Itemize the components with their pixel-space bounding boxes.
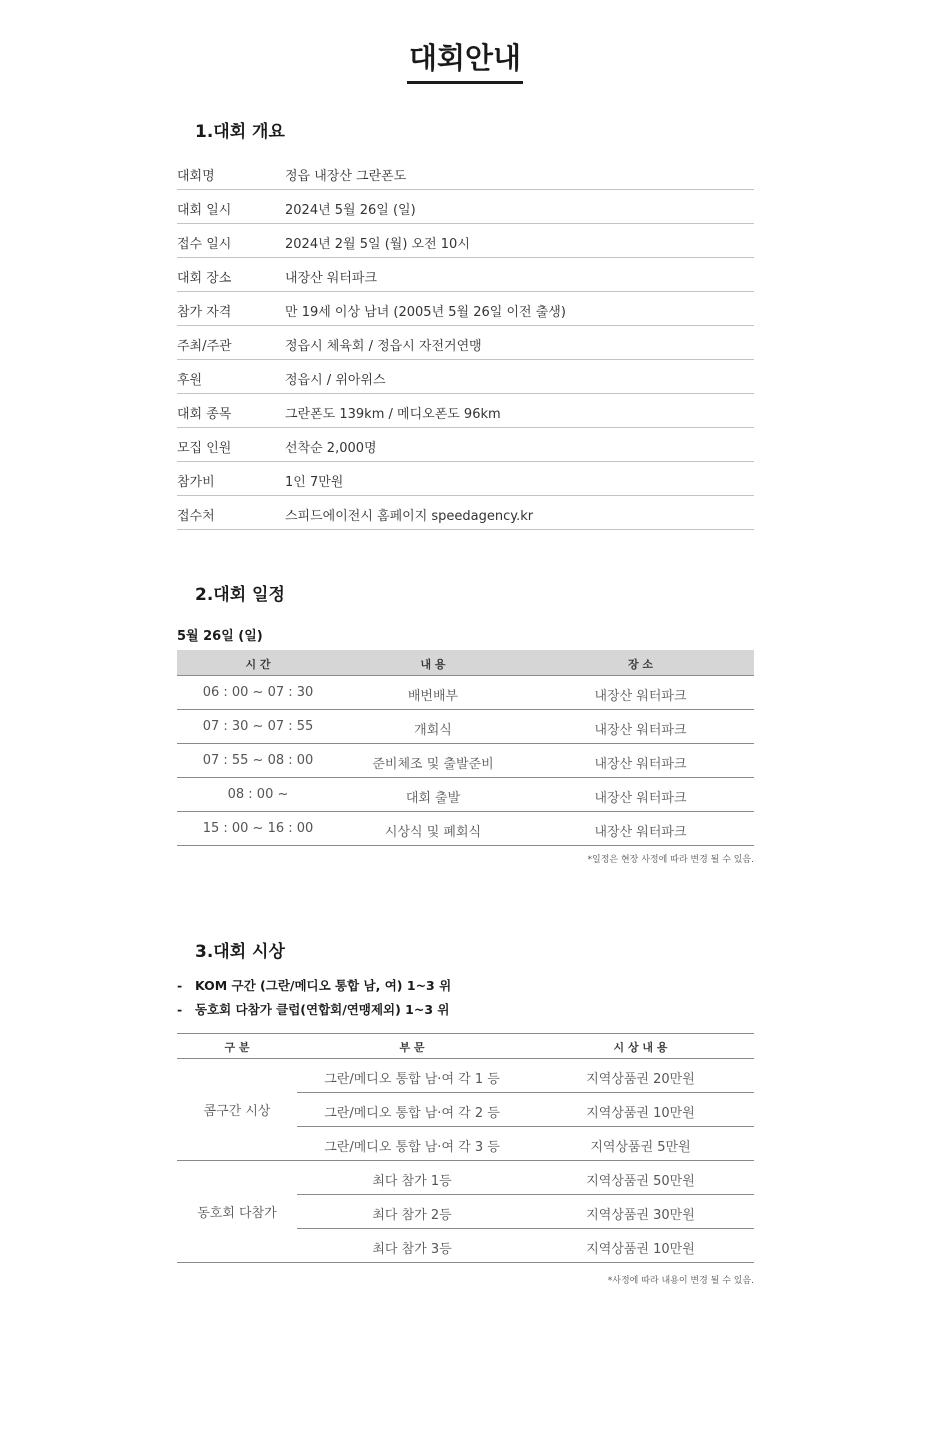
overview-label: 접수처 [177,509,215,524]
overview-value: 만 19세 이상 남녀 (2005년 5월 26일 이전 출생) [285,305,566,320]
schedule-table [177,650,754,846]
overview-value: 정읍시 / 위아위스 [285,373,386,388]
schedule-row [177,676,754,710]
overview-row [177,360,754,394]
award-category: 최다 참가 1등 [372,1174,452,1189]
award-prize: 지역상품권 20만원 [586,1072,695,1087]
awards-group [177,1059,754,1161]
overview-row [177,428,754,462]
schedule-place: 내장산 워터파크 [594,825,687,840]
overview-value: 정읍시 체육회 / 정읍시 자전거연맹 [285,339,482,354]
schedule-time: 15 : 00 ~ 16 : 00 [202,821,314,836]
schedule-content: 대회 출발 [405,791,461,806]
award-category: 그란/메디오 통합 남·여 각 2 등 [324,1106,500,1121]
column-header-content: 내 용 [420,658,446,671]
overview-heading: 1.대회 개요 [195,122,285,142]
overview-value: 스피드에이전시 홈페이지 speedagency.kr [285,509,534,524]
schedule-row [177,744,754,778]
schedule-place: 내장산 워터파크 [594,689,687,704]
award-category: 그란/메디오 통합 남·여 각 3 등 [324,1140,500,1155]
awards-row [297,1195,754,1229]
award-prize: 지역상품권 10만원 [586,1242,695,1257]
awards-note: *사정에 따라 내용이 변경 될 수 있음. [607,1276,754,1286]
overview-row [177,326,754,360]
overview-label: 접수 일시 [177,237,232,252]
awards-header-row [177,1034,754,1059]
award-category: 최다 참가 3등 [372,1242,452,1257]
schedule-header-row [177,650,754,676]
overview-value: 2024년 5월 26일 (일) [285,203,416,218]
overview-row [177,394,754,428]
awards-row [297,1127,754,1160]
award-category: 최다 참가 2등 [372,1208,452,1223]
overview-value: 1인 7만원 [285,475,344,490]
award-category: 그란/메디오 통합 남·여 각 1 등 [324,1072,500,1087]
overview-row [177,462,754,496]
bullet-text: KOM 구간 (그란/메디오 통합 남, 여) 1~3 위 [195,978,452,993]
awards-group-name: 콤구간 시상 [203,1104,271,1119]
overview-value: 선착순 2,000명 [285,441,377,456]
award-prize: 지역상품권 10만원 [586,1106,695,1121]
schedule-content: 배번배부 [407,689,459,704]
schedule-place: 내장산 워터파크 [594,723,687,738]
schedule-row [177,778,754,812]
column-header-prize: 시 상 내 용 [613,1041,668,1054]
overview-row [177,156,754,190]
schedule-time: 06 : 00 ~ 07 : 30 [202,685,314,700]
overview-row [177,496,754,530]
schedule-time: 07 : 55 ~ 08 : 00 [202,753,314,768]
overview-label: 대회 일시 [177,203,232,218]
overview-label: 주최/주관 [177,339,232,354]
overview-value: 정읍 내장산 그란폰도 [285,169,407,184]
overview-label: 모집 인원 [177,441,232,456]
awards-row [297,1161,754,1195]
awards-group [177,1161,754,1263]
column-header-category: 부 문 [399,1041,425,1054]
schedule-place: 내장산 워터파크 [594,791,687,806]
page-title-text: 대회안내 [407,36,523,84]
awards-group-name: 동호회 다참가 [197,1206,277,1221]
schedule-date: 5월 26일 (일) [177,629,263,644]
bullet-text: 동호회 다참가 클럽(연합회/연맹제외) 1~3 위 [195,1002,450,1017]
award-prize: 지역상품권 50만원 [586,1174,695,1189]
award-prize: 지역상품권 5만원 [590,1140,691,1155]
award-prize: 지역상품권 30만원 [586,1208,695,1223]
awards-heading: 3.대회 시상 [195,942,285,962]
overview-row [177,190,754,224]
overview-table [177,156,754,530]
schedule-note: *일정은 현장 사정에 따라 변경 될 수 있음. [587,855,754,865]
overview-value: 내장산 워터파크 [285,271,378,286]
overview-label: 대회 종목 [177,407,232,422]
schedule-place: 내장산 워터파크 [594,757,687,772]
schedule-content: 준비체조 및 출발준비 [372,757,494,772]
schedule-content: 시상식 및 폐회식 [384,825,482,840]
awards-row [297,1229,754,1262]
overview-label: 대회명 [177,169,215,184]
awards-row [297,1093,754,1127]
overview-row [177,292,754,326]
overview-value: 2024년 2월 5일 (월) 오전 10시 [285,237,470,252]
bullet-item: - 동호회 다참가 클럽(연합회/연맹제외) 1~3 위 [177,1002,450,1017]
column-header-time: 시 간 [245,658,271,671]
awards-table [177,1033,754,1263]
schedule-time: 07 : 30 ~ 07 : 55 [202,719,314,734]
overview-label: 참가 자격 [177,305,232,320]
overview-value: 그란폰도 139km / 메디오폰도 96km [285,407,501,422]
overview-row [177,224,754,258]
schedule-content: 개회식 [414,723,452,738]
awards-row [297,1059,754,1093]
schedule-row [177,812,754,846]
overview-row [177,258,754,292]
schedule-row [177,710,754,744]
column-header-place: 장 소 [627,658,654,671]
bullet-item: - KOM 구간 (그란/메디오 통합 남, 여) 1~3 위 [177,978,452,993]
awards-bullet-list [177,976,451,1024]
column-header-division: 구 분 [224,1041,250,1054]
schedule-time: 08 : 00 ~ [227,787,289,802]
overview-label: 참가비 [177,475,215,490]
schedule-heading: 2.대회 일정 [195,585,285,605]
overview-label: 후원 [177,373,203,388]
overview-label: 대회 장소 [177,271,232,286]
page-title [0,36,930,84]
